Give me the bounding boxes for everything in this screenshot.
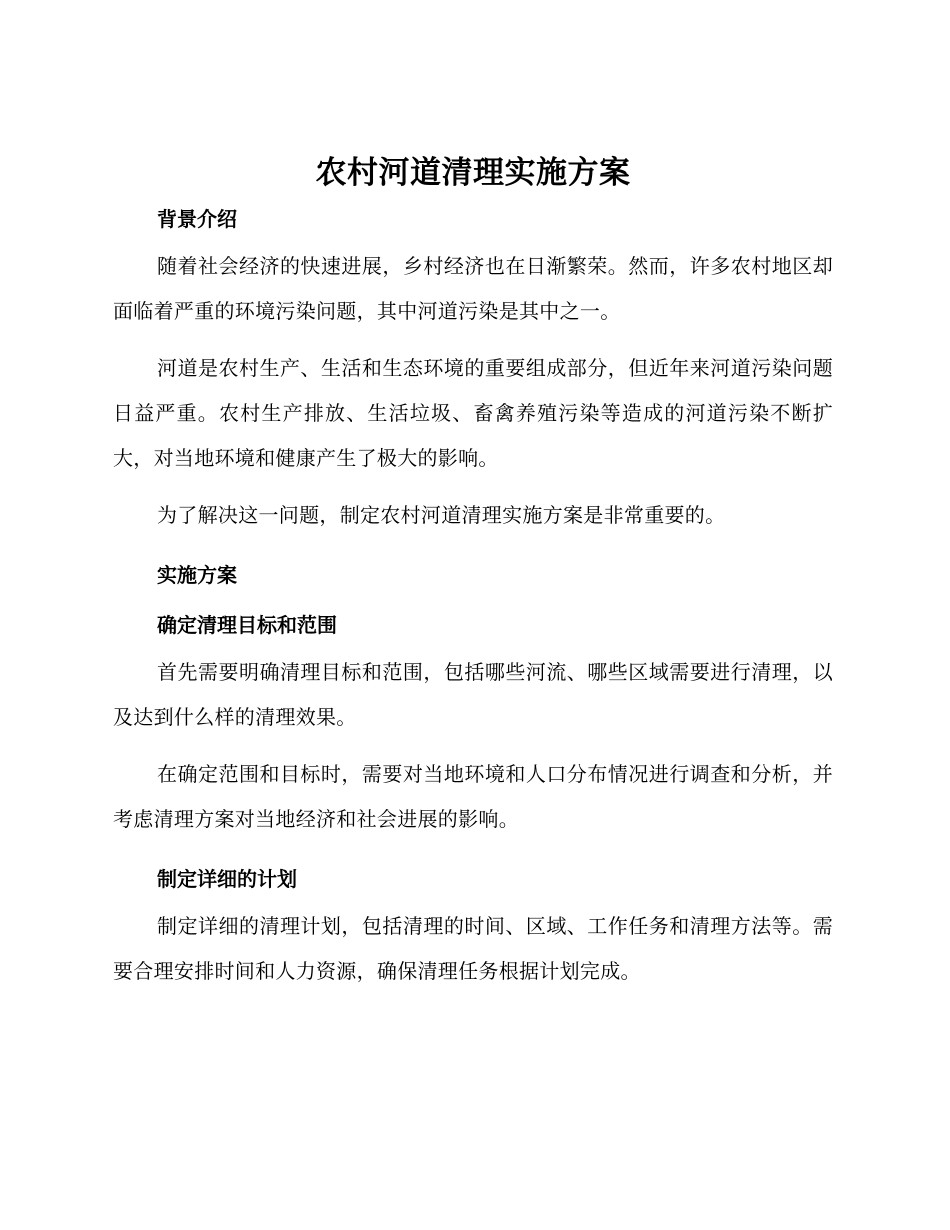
paragraph: 首先需要明确清理目标和范围，包括哪些河流、哪些区域需要进行清理，以及达到什么样的清理效果。: [113, 660, 833, 729]
document-title: 农村河道清理实施方案: [315, 155, 631, 191]
paragraph: 河道是农村生产、生活和生态环境的重要组成部分，但近年来河道污染问题日益严重。农村生产排放、生活垃圾、畜禽养殖污染等造成的河道污染不断扩大，对当地环境和健康产生了极大的影响。: [113, 356, 833, 470]
paragraph: 在确定范围和目标时，需要对当地环境和人口分布情况进行调查和分析，并考虑清理方案对当地经济和社会进展的影响。: [113, 762, 833, 831]
section-heading-schedule: 制定详细的计划: [157, 867, 297, 891]
section-heading-background: 背景介绍: [157, 207, 237, 231]
paragraph: 为了解决这一问题，制定农村河道清理实施方案是非常重要的。: [157, 503, 726, 527]
paragraph: 随着社会经济的快速进展，乡村经济也在日渐繁荣。然而，许多农村地区却面临着严重的环境污染问题，其中河道污染是其中之一。: [113, 254, 833, 323]
document-page: [113, 152, 833, 994]
section-heading-scope: 确定清理目标和范围: [157, 613, 337, 637]
section-heading-plan: 实施方案: [157, 563, 237, 587]
paragraph: 制定详细的清理计划，包括清理的时间、区域、工作任务和清理方法等。需要合理安排时间和人力资源，确保清理任务根据计划完成。: [113, 914, 833, 983]
